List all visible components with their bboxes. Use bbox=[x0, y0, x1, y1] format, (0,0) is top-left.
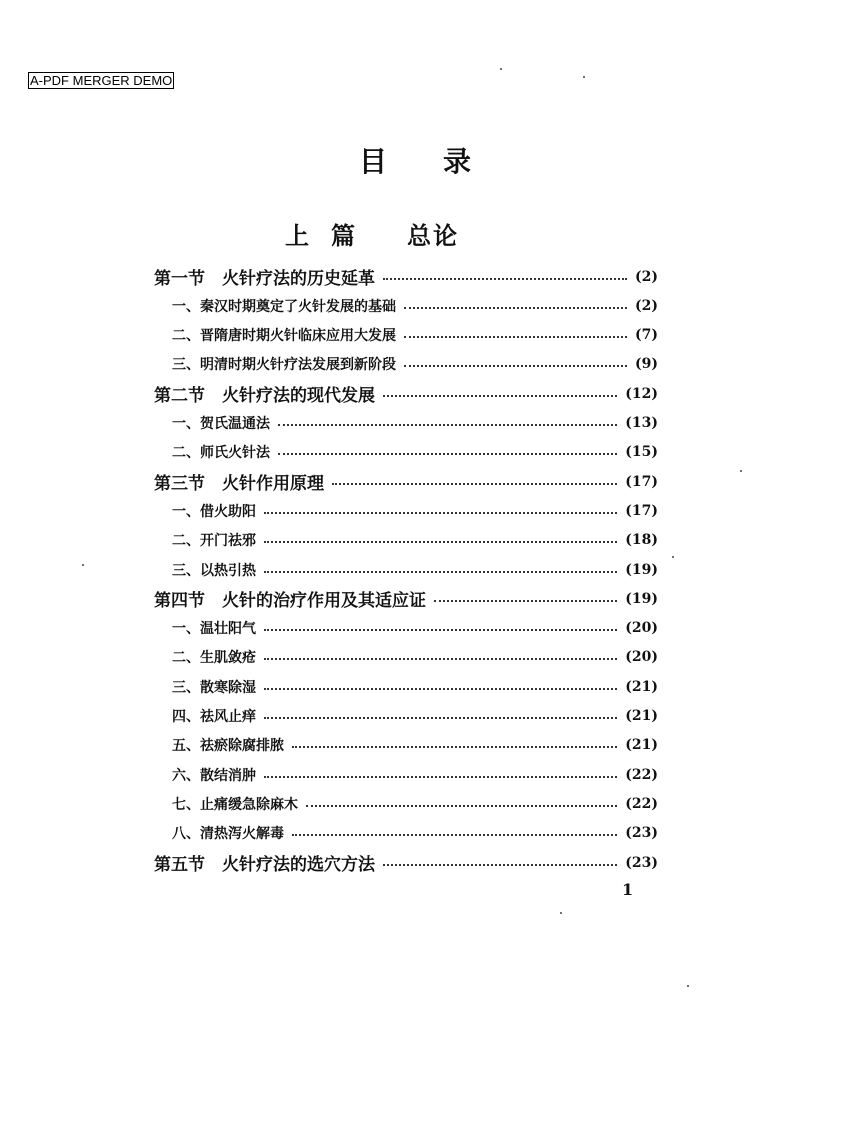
toc-entry-label: 第四节 火针的治疗作用及其适应证 bbox=[154, 591, 426, 612]
toc-item-row bbox=[172, 760, 658, 789]
toc-entry-page: (7) bbox=[635, 327, 658, 344]
scan-speck bbox=[560, 912, 562, 914]
toc-entry-page: (17) bbox=[625, 473, 658, 490]
scan-speck bbox=[740, 470, 742, 472]
toc-entry-label: 一、秦汉时期奠定了火针发展的基础 bbox=[172, 298, 396, 315]
toc-entry-page: (12) bbox=[625, 385, 658, 402]
toc-entry-label: 二、晋隋唐时期火针临床应用大发展 bbox=[172, 328, 396, 345]
toc-item-row bbox=[172, 731, 658, 760]
toc-item-row bbox=[172, 438, 658, 467]
toc-leader-dots bbox=[383, 278, 627, 280]
toc-leader-dots bbox=[264, 512, 617, 514]
toc-item-row bbox=[172, 409, 658, 438]
scan-speck bbox=[82, 564, 84, 566]
toc-leader-dots bbox=[404, 307, 627, 309]
toc-entry-page: (2) bbox=[635, 297, 658, 314]
toc-leader-dots bbox=[332, 483, 617, 485]
page-number: 1 bbox=[622, 880, 634, 899]
part-topic: 总论 bbox=[407, 221, 459, 250]
toc-entry-label: 五、祛瘀除腐排脓 bbox=[172, 738, 284, 755]
toc-entry-label: 八、清热泻火解毒 bbox=[172, 826, 284, 843]
toc-leader-dots bbox=[278, 453, 617, 455]
toc-leader-dots bbox=[264, 717, 617, 719]
toc-entry-page: (15) bbox=[625, 444, 658, 461]
toc-entry-label: 二、生肌敛疮 bbox=[172, 650, 256, 667]
toc-entry-label: 第一节 火针疗法的历史延革 bbox=[154, 269, 375, 289]
toc-item-row bbox=[172, 496, 658, 525]
toc-entry-page: (21) bbox=[625, 708, 658, 724]
toc-section-row bbox=[154, 584, 658, 613]
toc-item-row bbox=[172, 789, 658, 818]
toc-item-row bbox=[172, 672, 658, 701]
toc-leader-dots bbox=[264, 629, 617, 631]
toc-leader-dots bbox=[264, 688, 617, 690]
toc-entry-label: 三、以热引热 bbox=[172, 562, 256, 579]
toc-entry-page: (17) bbox=[625, 502, 658, 519]
toc-section-row bbox=[154, 848, 658, 877]
scan-speck bbox=[687, 985, 689, 987]
scan-speck bbox=[500, 68, 502, 70]
toc-entry-page: (23) bbox=[625, 854, 658, 871]
scan-speck bbox=[583, 76, 585, 78]
toc-leader-dots bbox=[278, 424, 617, 426]
part-label: 上篇 bbox=[285, 221, 377, 250]
toc-entry-page: (9) bbox=[635, 356, 658, 373]
toc-item-row bbox=[172, 350, 658, 379]
toc-leader-dots bbox=[306, 805, 617, 807]
toc-entry-label: 三、散寒除湿 bbox=[172, 679, 256, 696]
toc-entry-page: (21) bbox=[625, 737, 658, 754]
toc-leader-dots bbox=[264, 541, 617, 543]
toc-leader-dots bbox=[434, 600, 617, 602]
toc-entry-label: 一、温壮阳气 bbox=[172, 621, 256, 638]
toc-entry-label: 二、师氏火针法 bbox=[172, 445, 270, 462]
toc-leader-dots bbox=[264, 571, 617, 573]
scan-speck bbox=[672, 556, 674, 558]
part-heading bbox=[285, 216, 459, 251]
toc-entry-label: 一、贺氏温通法 bbox=[172, 416, 270, 432]
toc-entry-label: 一、借火助阳 bbox=[172, 503, 256, 520]
toc-entry-label: 七、止痛缓急除麻木 bbox=[172, 796, 298, 813]
toc-leader-dots bbox=[383, 395, 617, 397]
toc-section-row bbox=[154, 467, 658, 496]
toc-entry-page: (20) bbox=[625, 649, 658, 666]
toc-entry-page: (21) bbox=[625, 678, 658, 695]
toc-item-row bbox=[172, 702, 658, 731]
toc-entry-label: 六、散结消肿 bbox=[172, 767, 256, 784]
toc-leader-dots bbox=[404, 336, 627, 338]
toc-entry-page: (23) bbox=[625, 825, 658, 842]
toc-entry-page: (19) bbox=[625, 561, 658, 578]
toc-item-row bbox=[172, 819, 658, 848]
toc-entry-page: (19) bbox=[625, 590, 658, 607]
toc-item-row bbox=[172, 555, 658, 584]
toc-entry-page: (13) bbox=[625, 415, 658, 431]
toc-item-row bbox=[172, 614, 658, 643]
toc-leader-dots bbox=[292, 746, 617, 748]
toc-section-row bbox=[154, 379, 658, 408]
toc-section-row bbox=[154, 262, 658, 291]
toc-item-row bbox=[172, 321, 658, 350]
toc-item-row bbox=[172, 291, 658, 320]
toc-item-row bbox=[172, 526, 658, 555]
toc-entry-label: 三、明清时期火针疗法发展到新阶段 bbox=[172, 357, 396, 374]
toc-leader-dots bbox=[264, 658, 617, 660]
toc-item-row bbox=[172, 643, 658, 672]
toc-entry-page: (22) bbox=[625, 766, 658, 783]
toc-entry-label: 第二节 火针疗法的现代发展 bbox=[154, 386, 375, 407]
toc-entry-page: (18) bbox=[625, 532, 658, 549]
toc-leader-dots bbox=[404, 365, 627, 367]
toc-leader-dots bbox=[383, 864, 617, 866]
toc-entry-page: (20) bbox=[625, 620, 658, 637]
toc-entry-page: (22) bbox=[625, 795, 658, 812]
toc-leader-dots bbox=[292, 834, 617, 836]
toc-entry-label: 四、祛风止痒 bbox=[172, 709, 256, 725]
watermark-label: A-PDF MERGER DEMO bbox=[30, 73, 173, 88]
page-title: 目录 bbox=[358, 145, 527, 178]
toc-entry-label: 二、开门祛邪 bbox=[172, 533, 256, 550]
toc-entry-page: (2) bbox=[635, 268, 658, 285]
toc-entry-label: 第三节 火针作用原理 bbox=[154, 474, 324, 495]
toc-entry-label: 第五节 火针疗法的选穴方法 bbox=[154, 855, 375, 875]
toc-leader-dots bbox=[264, 776, 617, 778]
